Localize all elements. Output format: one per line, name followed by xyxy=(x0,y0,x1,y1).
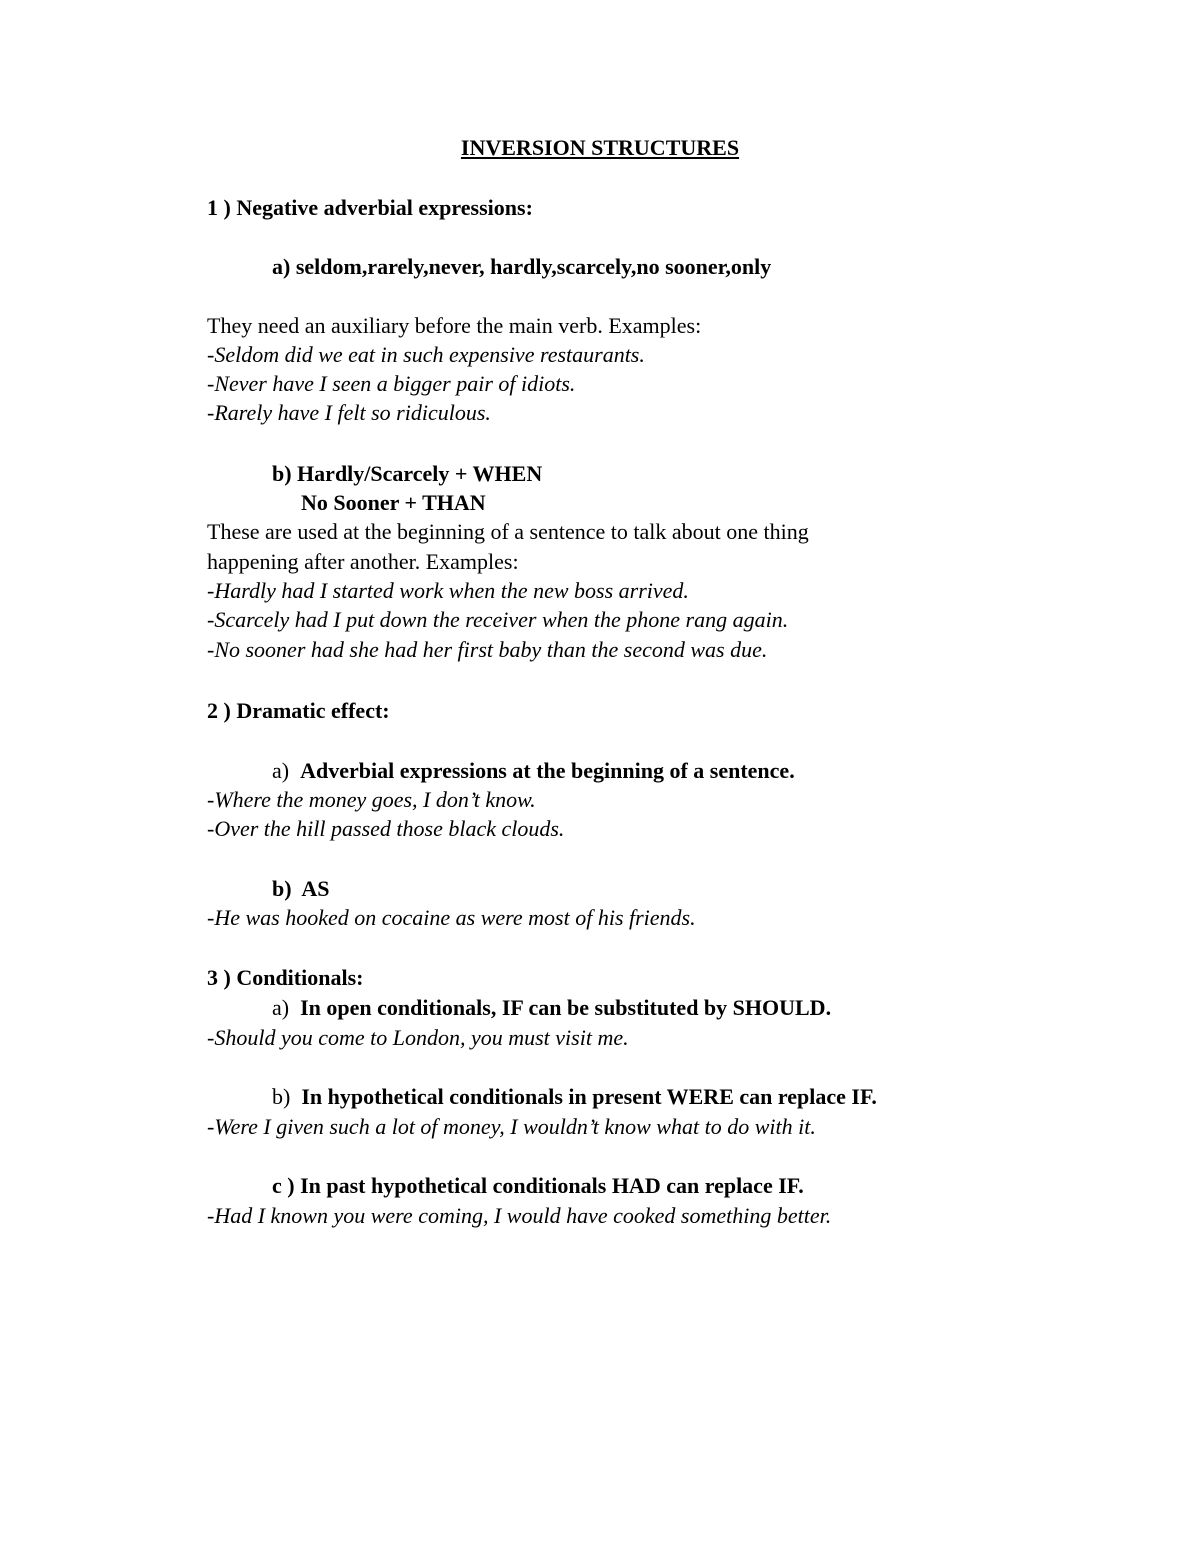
section-3c-label: c ) In past hypothetical conditionals HAD can replace IF. xyxy=(272,1173,804,1198)
example-line: -Had I known you were coming, I would have cooked something better. xyxy=(207,1203,832,1228)
section-1b-intro-line2: happening after another. Examples: xyxy=(207,549,519,574)
section-2a-label: Adverbial expressions at the beginning of a sentence. xyxy=(300,758,795,783)
example-line: -Never have I seen a bigger pair of idiots. xyxy=(207,371,576,396)
section-3-heading: 3 ) Conditionals: xyxy=(207,965,364,990)
section-3a-item xyxy=(272,994,831,1022)
section-2b-item xyxy=(272,875,329,903)
section-2-heading: 2 ) Dramatic effect: xyxy=(207,698,390,723)
section-3b-label: In hypothetical conditionals in present WERE can replace IF. xyxy=(301,1084,877,1109)
section-2b-label: AS xyxy=(301,876,330,901)
example-line: -Over the hill passed those black clouds. xyxy=(207,816,565,841)
example-line: -Scarcely had I put down the receiver when the phone rang again. xyxy=(207,607,789,632)
example-line: -Seldom did we eat in such expensive restaurants. xyxy=(207,342,645,367)
section-1-heading: 1 ) Negative adverbial expressions: xyxy=(207,195,533,220)
example-line: -Hardly had I started work when the new boss arrived. xyxy=(207,578,689,603)
section-3b-marker: b) xyxy=(272,1084,291,1109)
example-line: -Rarely have I felt so ridiculous. xyxy=(207,400,491,425)
example-line: -He was hooked on cocaine as were most of his friends. xyxy=(207,905,696,930)
section-3a-marker: a) xyxy=(272,995,290,1020)
document-title: INVERSION STRUCTURES xyxy=(460,135,740,160)
section-1b-label-line2: No Sooner + THAN xyxy=(301,490,486,515)
section-2a-item xyxy=(272,757,795,785)
section-1b-intro-line1: These are used at the beginning of a sentence to talk about one thing xyxy=(207,519,809,544)
section-3b-item xyxy=(272,1083,877,1111)
example-line: -Where the money goes, I don’t know. xyxy=(207,787,536,812)
section-1a-intro: They need an auxiliary before the main verb. Examples: xyxy=(207,313,702,338)
section-1a-label: a) seldom,rarely,never, hardly,scarcely,no sooner,only xyxy=(272,254,772,279)
example-line: -Should you come to London, you must visit me. xyxy=(207,1025,629,1050)
section-2a-marker: a) xyxy=(272,758,290,783)
section-1b-label-line1: b) Hardly/Scarcely + WHEN xyxy=(272,461,543,486)
example-line: -Were I given such a lot of money, I wouldn’t know what to do with it. xyxy=(207,1114,816,1139)
section-3a-label: In open conditionals, IF can be substituted by SHOULD. xyxy=(300,995,832,1020)
example-line: -No sooner had she had her first baby than the second was due. xyxy=(207,637,768,662)
section-2b-marker: b) xyxy=(272,876,292,901)
